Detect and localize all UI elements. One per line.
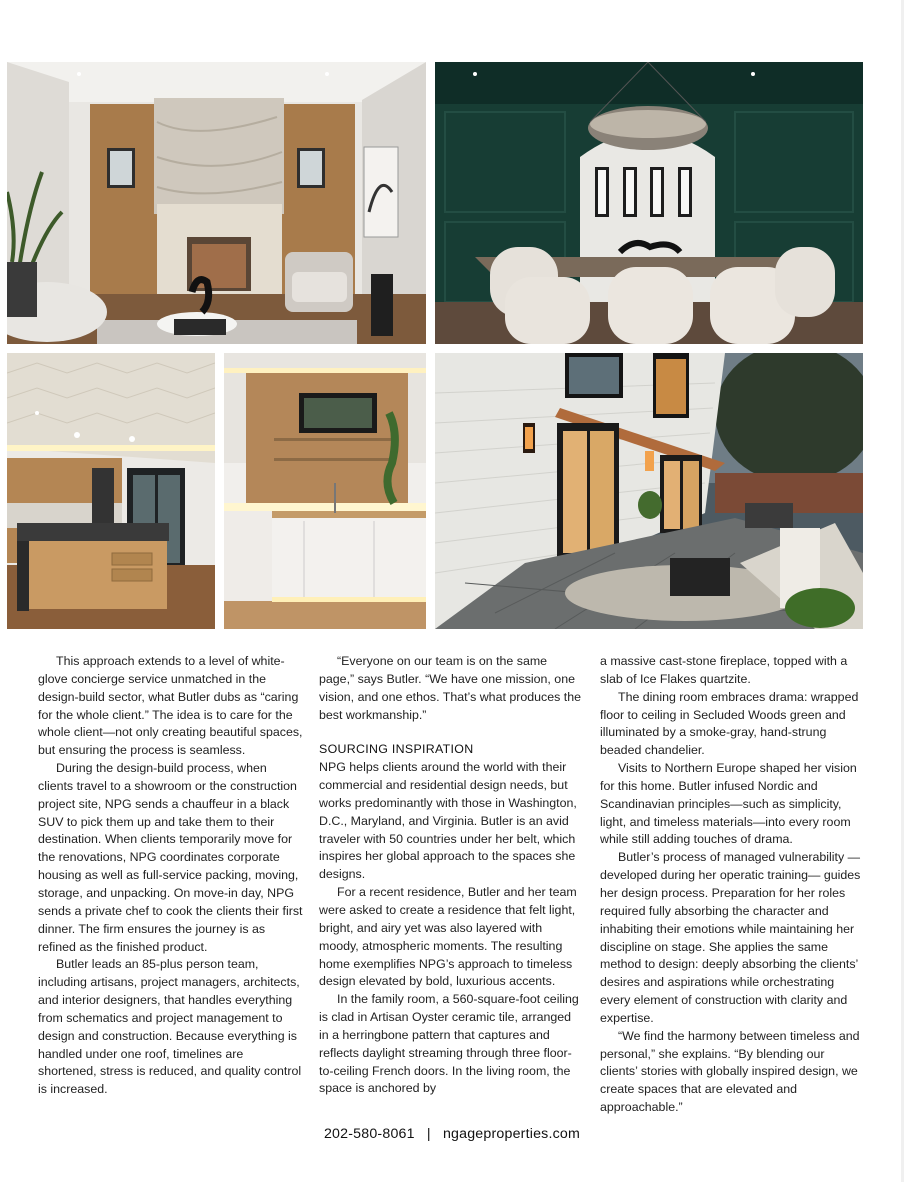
- paragraph: Butler’s process of managed vulnerability —developed during her operatic training— guides her design process. Preparation for her roles required fully absorbing the character and inhabiting their emotions while maintaining her discipline on stage. She applies the same method to design: deeply absorbing the clients’ desires and aspirations while orchestrating every element of construction with clarity and expertise.: [600, 850, 861, 1025]
- wet-bar-photo: [224, 353, 426, 629]
- page-footer: [0, 1126, 904, 1142]
- paragraph: The dining room embraces drama: wrapped floor to ceiling in Secluded Woods green and illuminated by a smoke-gray, hand-strung beaded chandelier.: [600, 689, 859, 758]
- paragraph: “We find the harmony between timeless and personal,” she explains. “By blending our clients’ stories with globally inspired design, we create spaces that are elevated and approachable.”: [600, 1028, 860, 1115]
- text-column-3: [600, 653, 865, 1117]
- exterior-patio-photo: [435, 353, 863, 629]
- paragraph: This approach extends to a level of white-glove concierge service unmatched in the design-build sector, what Butler dubs as “caring for the whole client.” The idea is to care for the whole client—not only creating beautiful spaces, but ensuring the process is seamless.: [38, 654, 303, 758]
- footer-website[interactable]: ngageproperties.com: [442, 1126, 581, 1142]
- paragraph: For a recent residence, Butler and her team were asked to create a residence that felt light, bright, and airy yet was also layered with moody, atmospheric moments. The resulting home exemplifies NPG’s approach to timeless design elevated by bold, luxurious accents.: [319, 885, 577, 989]
- paragraph: Visits to Northern Europe shaped her vision for this home. Butler infused Nordic and Scandinavian principles—such as simplicity, light, and timeless materials—into every room while still adding touches of drama.: [600, 761, 857, 847]
- paragraph: NPG helps clients around the world with their commercial and residential design needs, but works predominantly with those in Washington, D.C., Maryland, and Virginia. Butler is an avid traveler with 50 countries under her belt, which inspires her global approach to the spaces she designs.: [319, 760, 577, 882]
- dining-room-photo: [435, 62, 863, 344]
- text-column-2: [319, 653, 584, 1098]
- section-heading: SOURCING INSPIRATION: [319, 742, 474, 757]
- footer-separator: |: [426, 1126, 431, 1142]
- paragraph: a massive cast-stone fireplace, topped with a slab of Ice Flakes quartzite.: [600, 654, 848, 686]
- kitchen-photo: [7, 353, 215, 629]
- paragraph: During the design-build process, when clients travel to a showroom or the construction project site, NPG sends a chauffeur in a black SUV to pick them up and take them to their destination. When clients temporarily move for the renovations, NPG coordinates corporate housing as well as full-service packing, moving, storage, and unpacking. On move-in day, NPG sends a private chef to cook the clients their first dinner. The firm ensures the journey is as refined as the finished product.: [38, 761, 303, 954]
- paragraph: Butler leads an 85-plus person team, including artisans, project managers, architects, and interior designers, that handles everything from schematics and project management to design and construction. Because everything is handled under one roof, timelines are shortened, stress is reduced, and quality control is increased.: [38, 957, 302, 1097]
- text-column-1: [38, 653, 303, 1099]
- living-room-photo: [7, 62, 426, 344]
- paragraph: “Everyone on our team is on the same page,” says Butler. “We have one mission, one vision, and one ethos. That’s what produces the best workmanship.”: [319, 654, 581, 722]
- footer-phone: 202-580-8061: [323, 1126, 415, 1142]
- paragraph: In the family room, a 560-square-foot ceiling is clad in Artisan Oyster ceramic tile, arranged in a herringbone pattern that captures and reflects daylight streaming through three floor-to-ceiling French doors. In the living room, the space is anchored by: [319, 992, 579, 1096]
